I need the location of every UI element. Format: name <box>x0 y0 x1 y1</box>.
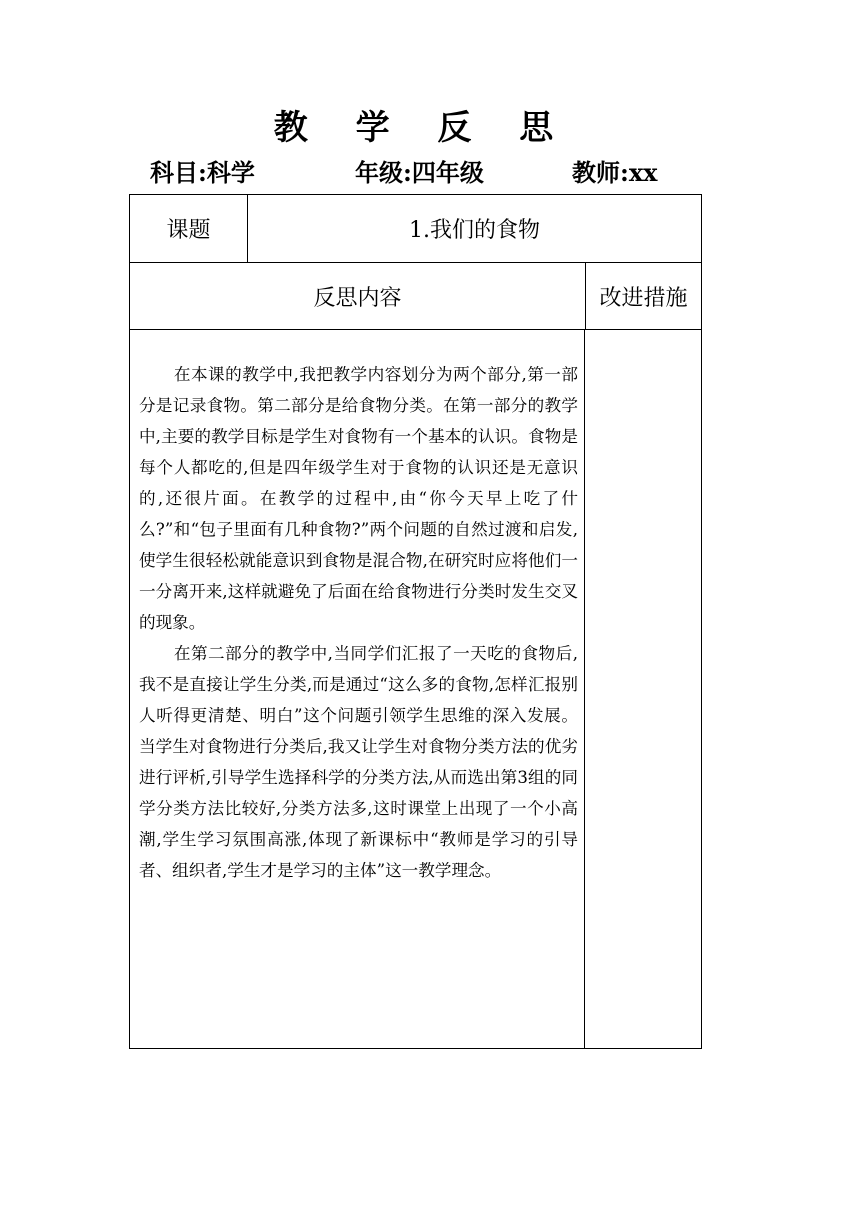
document-title: 教 学 反 思 <box>273 108 572 148</box>
content-row <box>130 330 701 1048</box>
subject-label: 科目:科学 <box>150 158 255 187</box>
grade-label: 年级:四年级 <box>355 158 484 187</box>
topic-label-cell: 课题 <box>130 195 248 262</box>
header-row <box>130 263 701 330</box>
reflection-paragraph-2: 在第二部分的教学中,当同学们汇报了一天吃的食物后,我不是直接让学生分类,而是通过“这么多的食物,怎样汇报别人听得更清楚、明白”这个问题引领学生思维的深入发展。当学生对食物进行分类后,我又让学生对食物分类方法的优劣进行评析,引导学生选择科学的分类方法,从而选出第3组的同学分类方法比较好,分类方法多,这时课堂上出现了一个小高潮,学生学习氛围高涨,体现了新课标中“教师是学习的引导者、组织者,学生才是学习的主体”这一教学理念。 <box>139 644 578 880</box>
reflection-paragraph-1: 在本课的教学中,我把教学内容划分为两个部分,第一部分是记录食物。第二部分是给食物分类。在第一部分的教学中,主要的教学目标是学生对食物有一个基本的认识。食物是每个人都吃的,但是四年级学生对于食物的认识还是无意识的,还很片面。在教学的过程中,由“你今天早上吃了什么?”和“包子里面有几种食物?”两个问题的自然过渡和启发,使学生很轻松就能意识到食物是混合物,在研究时应将他们一一分离开来,这样就避免了后面在给食物进行分类时发生交叉的现象。 <box>139 365 578 632</box>
teacher-label: 教师:xx <box>572 158 658 187</box>
improvement-header-cell: 改进措施 <box>599 285 688 311</box>
improvement-content-cell <box>586 330 701 1048</box>
topic-value-cell: 1.我们的食物 <box>409 218 540 243</box>
reflection-content-cell <box>130 330 585 1048</box>
reflection-table <box>129 194 702 1049</box>
topic-row <box>130 195 701 263</box>
reflection-header-cell: 反思内容 <box>130 263 586 329</box>
